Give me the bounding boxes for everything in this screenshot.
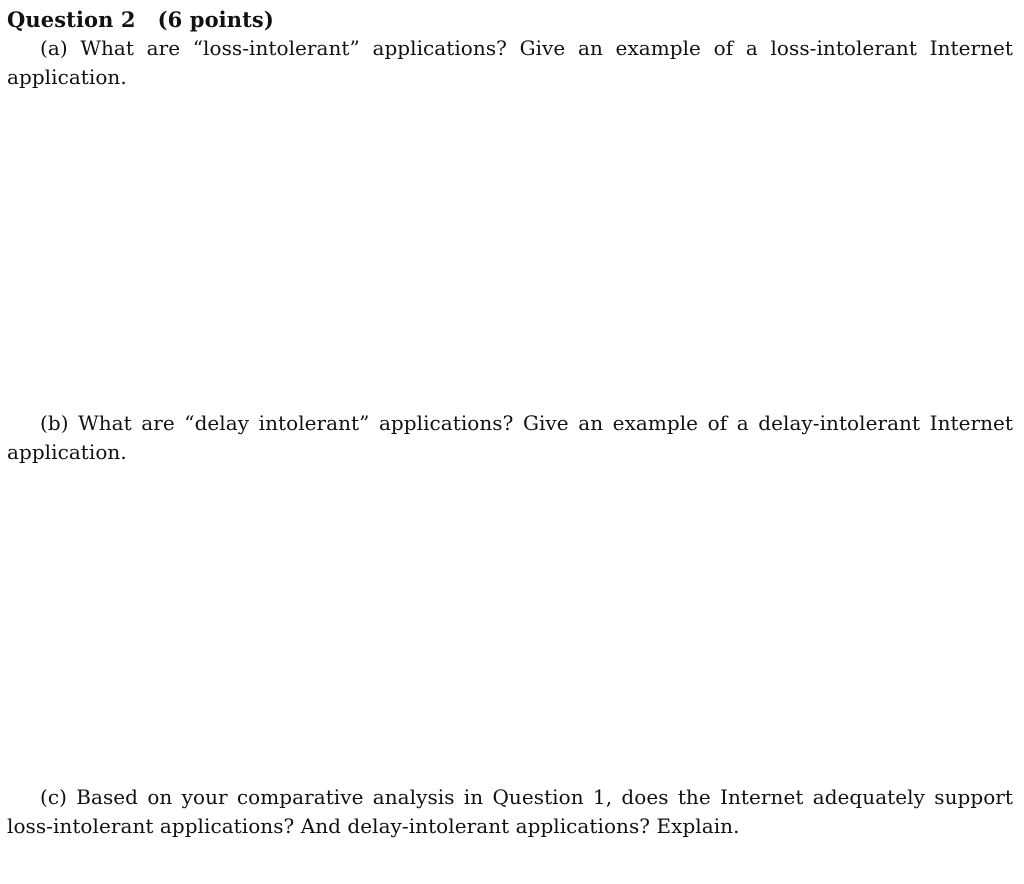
question-part-a: (a) What are “loss-intolerant” applications? Give an example of a loss-intolerant Internet application. bbox=[7, 36, 1013, 89]
question-heading bbox=[7, 6, 274, 34]
question-points: (6 points) bbox=[157, 7, 274, 32]
question-title: Question 2 bbox=[7, 7, 136, 32]
question-part-b: (b) What are “delay intolerant” applications? Give an example of a delay-intolerant Internet application. bbox=[7, 411, 1013, 464]
question-part-c: (c) Based on your comparative analysis in Question 1, does the Internet adequately support loss-intolerant applications? And delay-intolerant applications? Explain. bbox=[7, 785, 1013, 838]
exam-page bbox=[7, 0, 1013, 884]
